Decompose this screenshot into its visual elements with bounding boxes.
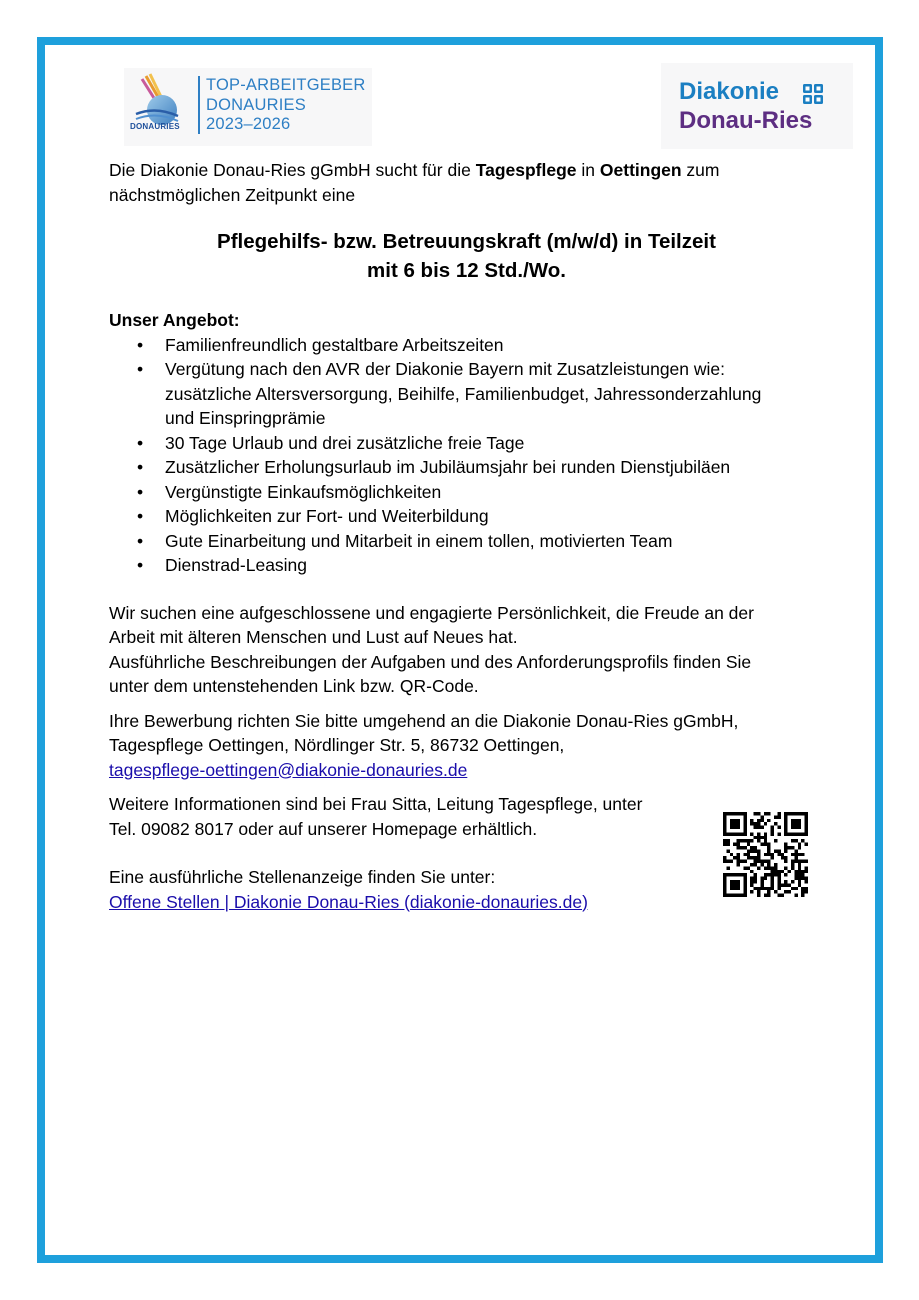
job-listing-text: Eine ausführliche Stellenanzeige finden Sie unter: [109, 867, 496, 887]
intro-text-2: in [576, 160, 600, 180]
profile-line-4: unter dem untenstehenden Link bzw. QR-Code. [109, 676, 479, 696]
benefits-list [109, 333, 824, 578]
benefit-text: Möglichkeiten zur Fort- und Weiterbildung [165, 506, 489, 526]
award-text [206, 76, 365, 135]
intro-text-1: Die Diakonie Donau-Ries gGmbH sucht für die [109, 160, 476, 180]
job-title [109, 228, 824, 285]
benefit-text: und Einspringprämie [165, 408, 326, 428]
benefit-text: Zusätzlicher Erholungsurlaub im Jubiläumsjahr bei runden Dienstjubiläen [165, 457, 731, 477]
award-divider [198, 76, 200, 134]
list-item [109, 529, 824, 554]
list-item [109, 553, 824, 578]
job-title-line-1: Pflegehilfs- bzw. Betreuungskraft (m/w/d) in Teilzeit [217, 230, 716, 253]
benefit-text: zusätzliche Altersversorgung, Beihilfe, Familienbudget, Jahressonderzahlung [165, 383, 762, 404]
award-wordmark: DONAURIES [130, 122, 180, 131]
benefit-text: Dienstrad-Leasing [165, 555, 308, 575]
award-line-3: 2023–2026 [206, 115, 291, 133]
qr-code-icon[interactable] [723, 812, 808, 897]
diakonie-logo-line-2: Donau-Ries [679, 107, 813, 134]
award-line-1: TOP-ARBEITGEBER [206, 76, 366, 94]
intro-location: Oettingen [599, 160, 682, 180]
contact-line-1: Weitere Informationen sind bei Frau Sitta, Leitung Tagespflege, unter [109, 794, 643, 814]
application-address: Tagespflege Oettingen, Nördlinger Str. 5, 86732 Oettingen, [109, 735, 565, 755]
application-paragraph [109, 709, 824, 783]
diakonie-logo [661, 63, 853, 149]
profile-line-3: Ausführliche Beschreibungen der Aufgaben und des Anforderungsprofils finden Sie [109, 651, 752, 672]
offer-heading: Unser Angebot: [109, 310, 240, 330]
intro-facility: Tagespflege [475, 160, 577, 180]
application-email-link[interactable]: tagespflege-oettingen@diakonie-donauries.de [109, 759, 468, 780]
job-listing-link[interactable]: Offene Stellen | Diakonie Donau-Ries (diakonie-donauries.de) [109, 891, 588, 912]
contact-info-paragraph [109, 792, 824, 841]
benefit-text: Vergütung nach den AVR der Diakonie Bayern mit Zusatzleistungen wie: [165, 359, 725, 379]
benefit-text: Familienfreundlich gestaltbare Arbeitszeiten [165, 334, 504, 355]
diakonie-cross-icon [802, 83, 824, 105]
profile-line-2: Arbeit mit älteren Menschen und Lust auf Neues hat. [109, 627, 518, 647]
benefit-text: 30 Tage Urlaub und drei zusätzliche freie Tage [165, 432, 525, 453]
contact-line-2: Tel. 09082 8017 oder auf unserer Homepage erhältlich. [109, 818, 538, 839]
intro-line-2: nächstmöglichen Zeitpunkt eine [109, 184, 356, 205]
diakonie-logo-line-1: Diakonie [679, 78, 780, 105]
intro-text-3: zum [681, 160, 720, 180]
job-title-line-2: mit 6 bis 12 Std./Wo. [367, 258, 566, 282]
award-emblem-icon [126, 70, 192, 144]
list-item [109, 504, 824, 529]
top-arbeitgeber-logo [124, 68, 372, 146]
candidate-profile-paragraph [109, 601, 824, 699]
list-item [109, 333, 824, 358]
award-line-2: DONAURIES [206, 95, 306, 114]
list-item [109, 480, 824, 505]
profile-line-1: Wir suchen eine aufgeschlossene und engagierte Persönlichkeit, die Freude an der [109, 602, 754, 623]
benefit-text: Vergünstigte Einkaufsmöglichkeiten [165, 481, 442, 502]
application-line-1: Ihre Bewerbung richten Sie bitte umgehend an die Diakonie Donau-Ries gGmbH, [109, 710, 739, 731]
list-item [109, 357, 824, 431]
benefit-text: Gute Einarbeitung und Mitarbeit in einem tollen, motivierten Team [165, 530, 673, 551]
job-ad-content [109, 158, 824, 914]
list-item [109, 455, 824, 480]
job-listing-paragraph [109, 865, 824, 914]
list-item [109, 431, 824, 456]
intro-paragraph [109, 158, 824, 207]
